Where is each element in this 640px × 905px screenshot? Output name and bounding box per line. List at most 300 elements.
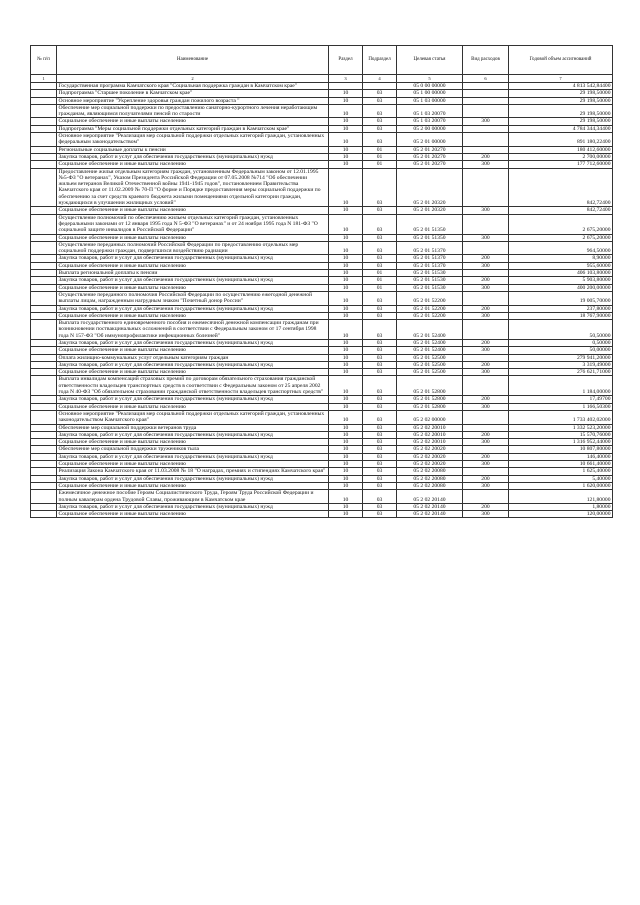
name-cell: Основное мероприятие "Укрепление здоровья граждан пожилого возраста " <box>57 97 329 104</box>
razdel-cell: 10 <box>329 125 363 132</box>
number-cell <box>31 277 57 284</box>
expense-type-cell: 200 <box>463 431 509 438</box>
podrazdel-cell: 03 <box>363 104 397 118</box>
podrazdel-cell: 03 <box>363 255 397 262</box>
razdel-cell: 10 <box>329 241 363 255</box>
podrazdel-cell: 03 <box>363 214 397 234</box>
col-header-target-article: Целевая статья <box>397 46 463 75</box>
col-number: 5 <box>397 75 463 83</box>
table-row <box>31 284 613 291</box>
number-cell <box>31 439 57 446</box>
expense-type-cell <box>463 410 509 424</box>
razdel-cell: 10 <box>329 270 363 277</box>
podrazdel-cell: 03 <box>363 468 397 475</box>
amount-cell: 17,49700 <box>509 396 613 403</box>
amount-cell: 5 903,80000 <box>509 277 613 284</box>
razdel-cell: 10 <box>329 277 363 284</box>
col-header-number: № п/п <box>31 46 57 75</box>
razdel-cell: 10 <box>329 284 363 291</box>
col-number: 7 <box>509 75 613 83</box>
podrazdel-cell: 01 <box>363 146 397 153</box>
table-row <box>31 291 613 305</box>
razdel-cell: 10 <box>329 475 363 482</box>
amount-cell: 146,40000 <box>509 453 613 460</box>
table-body <box>31 83 613 518</box>
expense-type-cell <box>463 104 509 118</box>
expense-type-cell: 300 <box>463 403 509 410</box>
name-cell: Социальное обеспечение и иные выплаты населению <box>57 312 329 319</box>
podrazdel-cell: 03 <box>363 118 397 125</box>
amount-cell: 19 005,70000 <box>509 291 613 305</box>
amount-cell: 177 712,60000 <box>509 161 613 168</box>
razdel-cell: 10 <box>329 410 363 424</box>
target-article-cell: 05 2 01 52200 <box>397 291 463 305</box>
razdel-cell: 10 <box>329 305 363 312</box>
name-cell: Социальное обеспечение и иные выплаты населению <box>57 511 329 518</box>
target-article-cell: 05 2 01 52800 <box>397 376 463 396</box>
amount-cell: 8,90000 <box>509 255 613 262</box>
number-cell <box>31 104 57 118</box>
amount-cell: 10 807,80000 <box>509 446 613 453</box>
number-cell <box>31 125 57 132</box>
expense-type-cell: 300 <box>463 312 509 319</box>
name-cell: Социальное обеспечение и иные выплаты населению <box>57 347 329 354</box>
col-number: 2 <box>57 75 329 83</box>
number-cell <box>31 168 57 207</box>
razdel-cell: 10 <box>329 118 363 125</box>
razdel-cell: 10 <box>329 320 363 340</box>
number-cell <box>31 461 57 468</box>
amount-cell: 29 198,50000 <box>509 90 613 97</box>
table-row <box>31 125 613 132</box>
razdel-cell: 10 <box>329 97 363 104</box>
name-cell: Закупка товаров, работ и услуг для обеспечения государственных (муниципальных) нужд <box>57 305 329 312</box>
podrazdel-cell: 03 <box>363 347 397 354</box>
target-article-cell: 05 2 01 51370 <box>397 241 463 255</box>
expense-type-cell <box>463 490 509 504</box>
amount-cell: 955,60000 <box>509 262 613 269</box>
target-article-cell: 05 2 02 20010 <box>397 424 463 431</box>
razdel-cell: 10 <box>329 403 363 410</box>
expense-type-cell <box>463 133 509 147</box>
amount-cell: 5,40000 <box>509 475 613 482</box>
razdel-cell: 10 <box>329 503 363 510</box>
target-article-cell: 05 2 02 20080 <box>397 475 463 482</box>
amount-cell: 1 184,00000 <box>509 376 613 396</box>
razdel-cell: 10 <box>329 291 363 305</box>
number-cell <box>31 403 57 410</box>
col-header-razdel: Раздел <box>329 46 363 75</box>
target-article-cell: 05 0 00 00000 <box>397 83 463 90</box>
name-cell: Ежемесячное денежное пособие Героям Социалистического Труда, Героям Труда Российской Федерации и полным кавалерам ордена Трудовой Славы, проживающим в Камчатском крае <box>57 490 329 504</box>
podrazdel-cell: 03 <box>363 475 397 482</box>
number-cell <box>31 305 57 312</box>
name-cell: Реализация Закона Камчатского края от 11.03.2008 № 18 "О наградах, премиях и стипендиях Камчатского края" <box>57 468 329 475</box>
razdel-cell: 10 <box>329 262 363 269</box>
number-cell <box>31 284 57 291</box>
target-article-cell: 05 2 01 52400 <box>397 347 463 354</box>
amount-cell: 29 198,50000 <box>509 97 613 104</box>
name-cell: Основное мероприятие "Реализация мер социальной поддержки отдельных категорий граждан, установленных федеральным законодательством" <box>57 133 329 147</box>
number-cell <box>31 97 57 104</box>
razdel-cell: 10 <box>329 446 363 453</box>
podrazdel-cell: 03 <box>363 97 397 104</box>
amount-cell: 400 200,00000 <box>509 284 613 291</box>
table-row <box>31 453 613 460</box>
number-cell <box>31 482 57 489</box>
target-article-cell: 05 2 02 20010 <box>397 431 463 438</box>
name-cell: Закупка товаров, работ и услуг для обеспечения государственных (муниципальных) нужд <box>57 475 329 482</box>
razdel-cell: 10 <box>329 482 363 489</box>
amount-cell: 2 675,20000 <box>509 234 613 241</box>
target-article-cell: 05 2 01 51530 <box>397 277 463 284</box>
podrazdel-cell: 03 <box>363 262 397 269</box>
table-row <box>31 214 613 234</box>
podrazdel-cell: 03 <box>363 305 397 312</box>
number-cell <box>31 339 57 346</box>
target-article-cell: 05 2 01 52500 <box>397 361 463 368</box>
expense-type-cell: 200 <box>463 277 509 284</box>
amount-cell: 3 319,49000 <box>509 361 613 368</box>
table-row <box>31 161 613 168</box>
expense-type-cell: 300 <box>463 482 509 489</box>
name-cell: Обеспечение мер социальной поддержки ветеранов труда <box>57 424 329 431</box>
name-cell: Социальное обеспечение и иные выплаты населению <box>57 161 329 168</box>
col-number: 3 <box>329 75 363 83</box>
amount-cell: 1 316 952,44000 <box>509 439 613 446</box>
name-cell: Социальное обеспечение и иные выплаты населению <box>57 369 329 376</box>
table-row <box>31 446 613 453</box>
name-cell: Осуществление полномочий по обеспечению жильем отдельных категорий граждан, установленных федеральными законами от 12 января 1995 года N 5-ФЗ "О ветеранах" и от 24 ноября 1995 года N 181-ФЗ "О социальной защите инвалидов в Российской Федерации" <box>57 214 329 234</box>
podrazdel-cell: 01 <box>363 153 397 160</box>
number-cell <box>31 361 57 368</box>
target-article-cell: 05 2 01 20270 <box>397 153 463 160</box>
podrazdel-cell: 03 <box>363 482 397 489</box>
razdel-cell: 10 <box>329 146 363 153</box>
razdel-cell: 10 <box>329 369 363 376</box>
target-article-cell: 05 2 01 51530 <box>397 270 463 277</box>
razdel-cell: 10 <box>329 347 363 354</box>
name-cell: Социальное обеспечение и иные выплаты населению <box>57 284 329 291</box>
amount-cell: 18 767,90000 <box>509 312 613 319</box>
amount-cell: 29 198,50000 <box>509 118 613 125</box>
amount-cell: 2 675,20000 <box>509 214 613 234</box>
name-cell: Закупка товаров, работ и услуг для обеспечения государственных (муниципальных) нужд <box>57 503 329 510</box>
target-article-cell: 05 2 02 20020 <box>397 461 463 468</box>
number-cell <box>31 431 57 438</box>
table-row <box>31 410 613 424</box>
table-header-row <box>31 46 613 75</box>
razdel-cell: 10 <box>329 431 363 438</box>
expense-type-cell <box>463 168 509 207</box>
razdel-cell: 10 <box>329 214 363 234</box>
name-cell: Осуществление переданного полномочия Российской Федерации по осуществлению ежегодной денежной выплаты лицам, награжденным нагрудным знаком "Почетный донор России" <box>57 291 329 305</box>
amount-cell: 121,80000 <box>509 490 613 504</box>
number-cell <box>31 118 57 125</box>
number-cell <box>31 347 57 354</box>
name-cell: Социальное обеспечение и иные выплаты населению <box>57 439 329 446</box>
number-cell <box>31 410 57 424</box>
budget-table <box>30 45 613 518</box>
table-row <box>31 270 613 277</box>
number-cell <box>31 453 57 460</box>
number-cell <box>31 396 57 403</box>
table-row <box>31 234 613 241</box>
target-article-cell: 05 2 02 20080 <box>397 468 463 475</box>
table-row <box>31 461 613 468</box>
table-row <box>31 369 613 376</box>
razdel-cell: 10 <box>329 255 363 262</box>
target-article-cell: 05 2 02 00000 <box>397 410 463 424</box>
expense-type-cell <box>463 291 509 305</box>
amount-cell: 15 570,76000 <box>509 431 613 438</box>
amount-cell: 842,72400 <box>509 207 613 214</box>
amount-cell: 4 784 344,34400 <box>509 125 613 132</box>
number-cell <box>31 90 57 97</box>
target-article-cell: 05 2 01 51350 <box>397 214 463 234</box>
expense-type-cell <box>463 270 509 277</box>
podrazdel-cell: 03 <box>363 410 397 424</box>
razdel-cell: 10 <box>329 424 363 431</box>
expense-type-cell: 300 <box>463 511 509 518</box>
number-cell <box>31 241 57 255</box>
expense-type-cell <box>463 214 509 234</box>
razdel-cell: 10 <box>329 439 363 446</box>
razdel-cell: 10 <box>329 376 363 396</box>
podrazdel-cell <box>363 83 397 90</box>
number-cell <box>31 424 57 431</box>
target-article-cell: 05 1 03 00000 <box>397 97 463 104</box>
number-cell <box>31 291 57 305</box>
number-cell <box>31 376 57 396</box>
razdel-cell: 10 <box>329 104 363 118</box>
podrazdel-cell: 03 <box>363 361 397 368</box>
podrazdel-cell: 03 <box>363 320 397 340</box>
expense-type-cell: 300 <box>463 207 509 214</box>
table-row <box>31 312 613 319</box>
number-cell <box>31 234 57 241</box>
table-row <box>31 361 613 368</box>
number-cell <box>31 511 57 518</box>
podrazdel-cell: 03 <box>363 168 397 207</box>
amount-cell: 1 332 523,20000 <box>509 424 613 431</box>
table-row <box>31 403 613 410</box>
name-cell: Закупка товаров, работ и услуг для обеспечения государственных (муниципальных) нужд <box>57 255 329 262</box>
name-cell: Закупка товаров, работ и услуг для обеспечения государственных (муниципальных) нужд <box>57 361 329 368</box>
razdel-cell: 10 <box>329 234 363 241</box>
number-cell <box>31 153 57 160</box>
podrazdel-cell: 03 <box>363 439 397 446</box>
table-row <box>31 262 613 269</box>
table-row <box>31 490 613 504</box>
podrazdel-cell: 03 <box>363 133 397 147</box>
table-row <box>31 439 613 446</box>
table-row <box>31 482 613 489</box>
name-cell: Закупка товаров, работ и услуг для обеспечения государственных (муниципальных) нужд <box>57 153 329 160</box>
razdel-cell: 10 <box>329 396 363 403</box>
target-article-cell: 05 2 02 20140 <box>397 503 463 510</box>
amount-cell: 50,50000 <box>509 320 613 340</box>
razdel-cell: 10 <box>329 468 363 475</box>
name-cell: Выплата инвалидам компенсаций страховых премий по договорам обязательного страхования гражданской ответственности владельцев транспортных средств в соответствии с Федеральным законом от 25 апреля 2002 года N 40-ФЗ "Об обязательном страховании гражданской ответственности владельцев транспортных средств" <box>57 376 329 396</box>
amount-cell: 1,80000 <box>509 503 613 510</box>
amount-cell: 2 700,00000 <box>509 153 613 160</box>
podrazdel-cell: 03 <box>363 234 397 241</box>
expense-type-cell: 300 <box>463 461 509 468</box>
name-cell: Социальное обеспечение и иные выплаты населению <box>57 461 329 468</box>
number-cell <box>31 207 57 214</box>
podrazdel-cell: 03 <box>363 339 397 346</box>
razdel-cell: 10 <box>329 453 363 460</box>
number-cell <box>31 320 57 340</box>
col-header-podrazdel: Подраздел <box>363 46 397 75</box>
target-article-cell: 05 2 01 51530 <box>397 284 463 291</box>
amount-cell: 1 166,50300 <box>509 403 613 410</box>
amount-cell: 279 941,20000 <box>509 354 613 361</box>
expense-type-cell: 200 <box>463 255 509 262</box>
amount-cell: 891 180,22400 <box>509 133 613 147</box>
podrazdel-cell: 03 <box>363 376 397 396</box>
name-cell: Обеспечение мер социальной поддержки по предоставлению санаторно-курортного лечения неработающим гражданам, являющимся получателями пенсий по старости <box>57 104 329 118</box>
amount-cell: 842,72400 <box>509 168 613 207</box>
razdel-cell: 10 <box>329 354 363 361</box>
expense-type-cell: 200 <box>463 475 509 482</box>
col-number: 1 <box>31 75 57 83</box>
podrazdel-cell: 03 <box>363 291 397 305</box>
table-row <box>31 354 613 361</box>
name-cell: Социальное обеспечение и иные выплаты населению <box>57 482 329 489</box>
razdel-cell: 10 <box>329 90 363 97</box>
podrazdel-cell: 03 <box>363 312 397 319</box>
number-cell <box>31 369 57 376</box>
name-cell: Закупка товаров, работ и услуг для обеспечения государственных (муниципальных) нужд <box>57 396 329 403</box>
podrazdel-cell: 03 <box>363 207 397 214</box>
expense-type-cell <box>463 320 509 340</box>
table-row <box>31 424 613 431</box>
podrazdel-cell: 01 <box>363 270 397 277</box>
podrazdel-cell: 03 <box>363 424 397 431</box>
target-article-cell: 05 2 02 20020 <box>397 453 463 460</box>
table-row <box>31 241 613 255</box>
expense-type-cell <box>463 468 509 475</box>
table-row <box>31 90 613 97</box>
name-cell: Закупка товаров, работ и услуг для обеспечения государственных (муниципальных) нужд <box>57 453 329 460</box>
target-article-cell: 05 1 03 20070 <box>397 104 463 118</box>
expense-type-cell <box>463 424 509 431</box>
podrazdel-cell: 03 <box>363 369 397 376</box>
col-number: 4 <box>363 75 397 83</box>
amount-cell: 276 621,71000 <box>509 369 613 376</box>
number-cell <box>31 490 57 504</box>
name-cell: Обеспечение мер социальной поддержки тружеников тыла <box>57 446 329 453</box>
podrazdel-cell: 03 <box>363 403 397 410</box>
number-cell <box>31 161 57 168</box>
col-number: 6 <box>463 75 509 83</box>
target-article-cell: 05 2 02 20020 <box>397 446 463 453</box>
podrazdel-cell: 03 <box>363 241 397 255</box>
number-cell <box>31 214 57 234</box>
podrazdel-cell: 03 <box>363 354 397 361</box>
podrazdel-cell: 03 <box>363 503 397 510</box>
target-article-cell: 05 2 02 20140 <box>397 511 463 518</box>
expense-type-cell <box>463 146 509 153</box>
razdel-cell: 10 <box>329 168 363 207</box>
podrazdel-cell: 03 <box>363 431 397 438</box>
target-article-cell: 05 2 01 51370 <box>397 262 463 269</box>
name-cell: Государственная программа Камчатского края "Социальная поддержка граждан в Камчатском крае" <box>57 83 329 90</box>
col-header-expense-type: Вид расходов <box>463 46 509 75</box>
target-article-cell: 05 2 00 00000 <box>397 125 463 132</box>
razdel-cell: 10 <box>329 361 363 368</box>
table-row <box>31 320 613 340</box>
name-cell: Закупка товаров, работ и услуг для обеспечения государственных (муниципальных) нужд <box>57 431 329 438</box>
target-article-cell: 05 2 01 52400 <box>397 339 463 346</box>
razdel-cell: 10 <box>329 161 363 168</box>
table-row <box>31 207 613 214</box>
target-article-cell: 05 2 01 20320 <box>397 168 463 207</box>
number-cell <box>31 446 57 453</box>
expense-type-cell <box>463 125 509 132</box>
expense-type-cell <box>463 446 509 453</box>
table-row <box>31 277 613 284</box>
amount-cell: 1 620,00000 <box>509 482 613 489</box>
table-row <box>31 133 613 147</box>
name-cell: Социальное обеспечение и иные выплаты населению <box>57 234 329 241</box>
number-cell <box>31 312 57 319</box>
podrazdel-cell: 03 <box>363 511 397 518</box>
razdel-cell <box>329 83 363 90</box>
table-row <box>31 396 613 403</box>
expense-type-cell: 300 <box>463 161 509 168</box>
column-number-row <box>31 75 613 83</box>
table-row <box>31 97 613 104</box>
podrazdel-cell: 01 <box>363 161 397 168</box>
expense-type-cell: 300 <box>463 118 509 125</box>
target-article-cell: 05 2 02 20140 <box>397 490 463 504</box>
target-article-cell: 05 2 01 20270 <box>397 161 463 168</box>
amount-cell: 50,00000 <box>509 347 613 354</box>
expense-type-cell <box>463 97 509 104</box>
table-row <box>31 376 613 396</box>
name-cell: Закупка товаров, работ и услуг для обеспечения государственных (муниципальных) нужд <box>57 339 329 346</box>
amount-cell: 180 412,60000 <box>509 146 613 153</box>
name-cell: Закупка товаров, работ и услуг для обеспечения государственных (муниципальных) нужд <box>57 277 329 284</box>
number-cell <box>31 255 57 262</box>
podrazdel-cell: 01 <box>363 277 397 284</box>
razdel-cell: 10 <box>329 339 363 346</box>
expense-type-cell <box>463 376 509 396</box>
expense-type-cell <box>463 241 509 255</box>
name-cell: Социальное обеспечение и иные выплаты населению <box>57 403 329 410</box>
expense-type-cell: 200 <box>463 503 509 510</box>
target-article-cell: 05 2 01 52500 <box>397 354 463 361</box>
name-cell: Подпрограмма "Меры социальной поддержки отдельных категорий граждан в Камчатском крае" <box>57 125 329 132</box>
name-cell: Оплата жилищно-коммунальных услуг отдельным категориям граждан <box>57 354 329 361</box>
table-row <box>31 339 613 346</box>
name-cell: Предоставление жилья отдельным категориям граждан, установленным Федеральным законом от 12.01.1995 №5-ФЗ "О ветеранах", Указом Президента Российской Федерации от 07.05.2008 №714 "Об обеспечении жильем ветеранов Великой Отечественной войны 1941-1945 годов", постановлением Правительства Камчатского края от 11.02.2009 № 70-П "О форме и Порядке предоставления меры социальной поддержки по обеспечению за счет средств краевого бюджета жилыми помещениями отдельной категории граждан, нуждающихся в улучшении жилищных условий" <box>57 168 329 207</box>
expense-type-cell <box>463 90 509 97</box>
col-header-annual-amount: Годовой объем ассигнований <box>509 46 613 75</box>
amount-cell: 406 103,80000 <box>509 270 613 277</box>
name-cell: Социальное обеспечение и иные выплаты населению <box>57 207 329 214</box>
target-article-cell: 05 2 01 20320 <box>397 207 463 214</box>
number-cell <box>31 468 57 475</box>
amount-cell: 964,50000 <box>509 241 613 255</box>
target-article-cell: 05 2 01 52800 <box>397 396 463 403</box>
expense-type-cell <box>463 354 509 361</box>
expense-type-cell: 300 <box>463 234 509 241</box>
target-article-cell: 05 2 01 52200 <box>397 312 463 319</box>
